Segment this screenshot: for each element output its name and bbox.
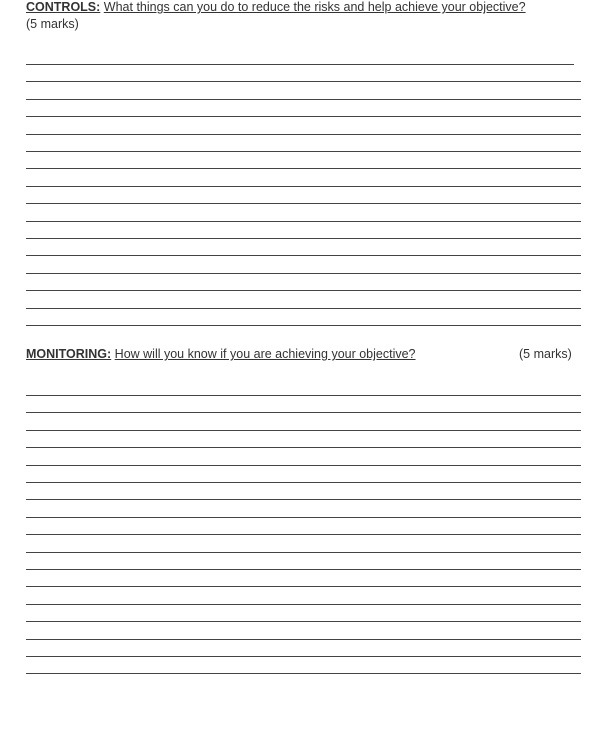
controls-question-text: What things can you do to reduce the risks and help achieve your objective? [103,0,526,14]
answer-line[interactable] [26,569,581,570]
answer-line[interactable] [26,412,581,413]
answer-line[interactable] [26,325,581,326]
answer-line[interactable] [26,168,581,169]
answer-line[interactable] [26,534,581,535]
answer-line[interactable] [26,447,581,448]
answer-line[interactable] [26,186,581,187]
answer-line[interactable] [26,64,574,65]
controls-heading: CONTROLS: [26,0,101,14]
answer-line[interactable] [26,151,581,152]
answer-line[interactable] [26,482,581,483]
monitoring-marks: (5 marks) [519,347,572,361]
controls-question [26,0,526,15]
monitoring-heading: MONITORING: [26,347,112,361]
answer-line[interactable] [26,673,581,674]
answer-line[interactable] [26,273,581,274]
answer-line[interactable] [26,308,581,309]
answer-line[interactable] [26,99,581,100]
answer-line[interactable] [26,586,581,587]
answer-line[interactable] [26,290,581,291]
answer-line[interactable] [26,656,581,657]
answer-line[interactable] [26,221,581,222]
answer-line[interactable] [26,395,581,396]
answer-line[interactable] [26,81,581,82]
monitoring-question-text: How will you know if you are achieving your objective? [114,347,416,361]
controls-marks: (5 marks) [26,17,79,31]
answer-line[interactable] [26,639,581,640]
answer-line[interactable] [26,621,581,622]
answer-line[interactable] [26,604,581,605]
answer-line[interactable] [26,203,581,204]
monitoring-question [26,346,416,362]
answer-line[interactable] [26,465,581,466]
answer-line[interactable] [26,430,581,431]
answer-line[interactable] [26,238,581,239]
answer-line[interactable] [26,116,581,117]
answer-line[interactable] [26,134,581,135]
answer-line[interactable] [26,552,581,553]
answer-line[interactable] [26,499,581,500]
answer-line[interactable] [26,255,581,256]
answer-line[interactable] [26,517,581,518]
